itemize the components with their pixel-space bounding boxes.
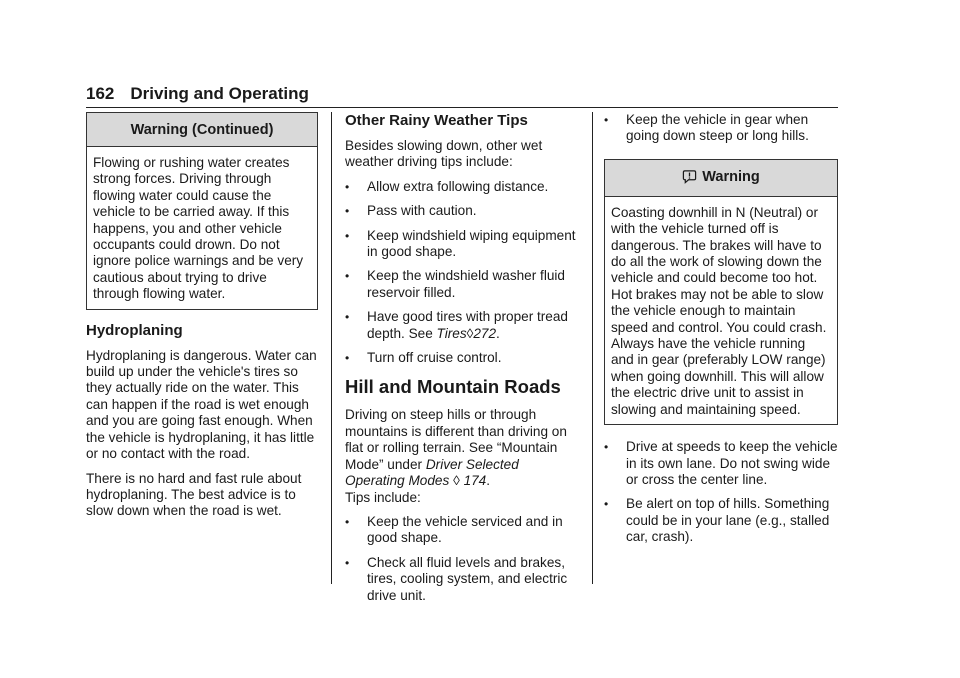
bullet-glyph: • [604, 113, 609, 127]
list-item-text: Keep the windshield washer fluid reservoir filled. [367, 268, 565, 300]
gear-tip-list [604, 112, 838, 145]
hydroplaning-heading: Hydroplaning [86, 321, 183, 339]
driver-modes-link[interactable]: Driver Selected Operating Modes [345, 456, 519, 489]
warning-title-bar [605, 160, 837, 197]
list-item: • Have good tires with proper tread depth. See Tires◊272. [345, 309, 568, 341]
warning-continued-title: Warning (Continued) [87, 113, 317, 147]
section-title: Driving and Operating [130, 84, 309, 103]
list-item [604, 496, 838, 545]
list-item [345, 350, 579, 366]
column-2 [345, 112, 579, 612]
list-item-text: Drive at speeds to keep the vehicle in its own lane. Do not swing wide or cross the center line. [626, 439, 838, 487]
list-item-text: Turn off cruise control. [367, 350, 502, 366]
list-item [345, 179, 579, 195]
rainy-tips-intro: Besides slowing down, other wet weather driving tips include: [345, 138, 543, 170]
warning-continued-text: Flowing or rushing water creates strong forces. Driving through flowing water could cause the vehicle to be carried away. If this happens, you and other vehicle occupants could drown. Do not ignore police warnings and be very cautious about trying to drive through flowing water. [93, 155, 304, 302]
hydroplaning-paragraph-2: There is no hard and fast rule about hydroplaning. The best advice is to slow down when the road is wet. [86, 470, 302, 519]
bullet-glyph: • [345, 269, 350, 284]
bullet-glyph: • [345, 351, 350, 366]
tires-link[interactable]: Tires [436, 325, 467, 341]
column-3 [604, 112, 838, 554]
rainy-tips-heading: Other Rainy Weather Tips [345, 112, 528, 129]
downhill-tips-list [604, 439, 838, 545]
list-item-text: Have good tires with proper tread depth. See [367, 309, 568, 341]
warning-text: Coasting downhill in N (Neutral) or with the vehicle turned off is dangerous. The brakes will have to do all the work of slowing down the vehicle and could become too hot. Hot brakes may not be able to slow the vehicle enough to maintain speed and control. You could crash. Always have the vehicle running and in gear (preferably LOW range) when going downhill. This will allow the electric drive unit to assist in slowing and maintaining speed. [611, 204, 827, 417]
list-item-text: Keep the vehicle serviced and in good shape. [367, 513, 563, 546]
list-item [345, 555, 579, 604]
hill-tips-list [345, 514, 579, 604]
bullet-glyph: • [345, 310, 350, 325]
hydroplaning-paragraph-1: Hydroplaning is dangerous. Water can build up under the vehicle's tires so they actually ride on the water. This can happen if the road is wet enough and you are going fast enough. When the vehicle is hydroplaning, it has little or no contact with the road. [86, 347, 317, 462]
list-item [345, 228, 579, 261]
page-ref-icon: ◊ [466, 325, 474, 341]
bullet-glyph: • [345, 555, 350, 570]
hill-mountain-intro: Driving on steep hills or through mountains is different than driving on flat or rolling terrain. See “Mountain Mode” under Driver Selected Operating Modes ◊ 174. Tips include: [345, 407, 567, 505]
warning-body [605, 197, 837, 424]
list-item [345, 203, 579, 219]
hill-intro-text: Driving on steep hills or through mountains is different than driving on flat or rolling terrain. See “Mountain Mode” under [345, 407, 567, 472]
list-item [345, 268, 579, 301]
bullet-glyph: • [345, 228, 350, 243]
driver-modes-page-link[interactable]: 174 [463, 473, 487, 489]
warning-continued-body [87, 147, 317, 309]
column-divider-2 [592, 112, 593, 584]
page-header [86, 84, 838, 108]
list-item [604, 112, 838, 145]
list-item [604, 439, 838, 488]
page-number: 162 [86, 84, 115, 103]
tires-page-link[interactable]: 272 [473, 325, 497, 341]
warning-title: Warning [702, 168, 760, 185]
list-item-text: Keep the vehicle in gear when going down steep or long hills. [626, 112, 809, 144]
list-item [345, 514, 579, 547]
list-item-text: Check all fluid levels and brakes, tires, cooling system, and electric drive unit. [367, 554, 568, 603]
warning-box [604, 159, 838, 425]
bullet-glyph: • [345, 179, 350, 194]
page-ref-icon: ◊ [453, 473, 460, 489]
column-1 [86, 112, 318, 528]
bullet-glyph: • [604, 497, 609, 512]
bullet-glyph: • [604, 440, 609, 455]
bullet-glyph: • [345, 514, 350, 529]
rainy-tips-list [345, 179, 579, 367]
tips-include-text: Tips include: [345, 489, 421, 505]
column-divider-1 [331, 112, 332, 584]
hill-mountain-heading: Hill and Mountain Roads [345, 376, 561, 398]
list-item-text: Keep windshield wiping equipment in good shape. [367, 227, 576, 260]
list-item-text: Be alert on top of hills. Something could be in your lane (e.g., stalled car, crash). [626, 496, 830, 545]
list-item-text: Allow extra following distance. [367, 178, 549, 194]
warning-continued-box [86, 112, 318, 310]
list-item-text: Pass with caution. [367, 203, 477, 219]
warning-icon [682, 169, 697, 188]
bullet-glyph: • [345, 204, 350, 219]
